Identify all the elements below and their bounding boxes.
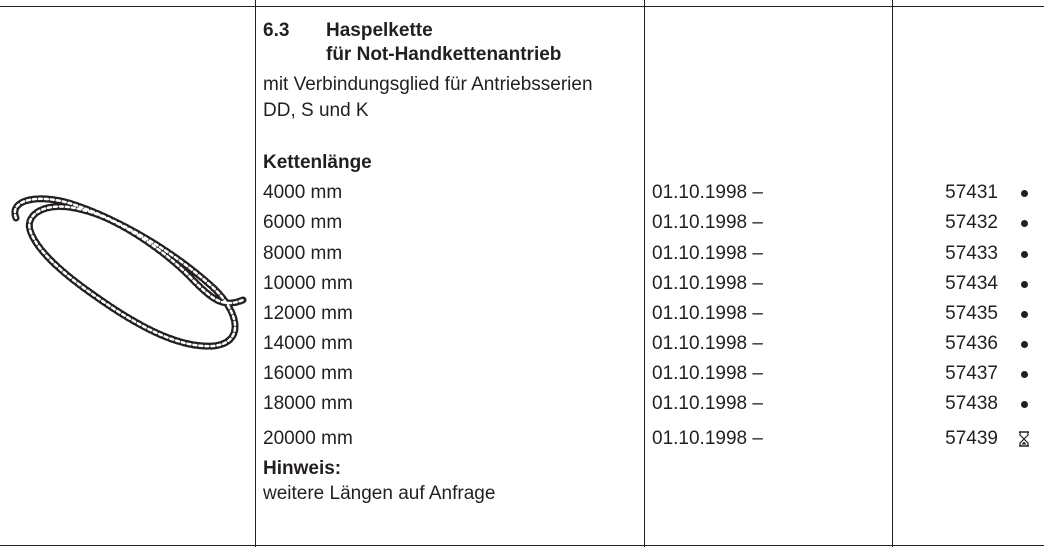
description-line-1: mit Verbindungsglied für Antriebsserien — [263, 74, 593, 95]
hint-title: Hinweis: — [263, 458, 342, 479]
chain-length: 8000 mm — [263, 243, 343, 264]
availability-dot-icon — [1013, 273, 1035, 293]
chain-length: 20000 mm — [263, 428, 353, 449]
table-row — [0, 333, 1044, 355]
chain-length: 14000 mm — [263, 333, 353, 354]
description-line-2: DD, S und K — [263, 100, 369, 121]
chain-length-heading: Kettenlänge — [263, 152, 372, 173]
section-subtitle: für Not-Handkettenantrieb — [326, 44, 562, 65]
availability-dot-icon — [1013, 393, 1035, 413]
valid-from-date: 01.10.1998 – — [652, 182, 763, 203]
chain-length: 6000 mm — [263, 212, 343, 233]
table-row — [0, 428, 1044, 450]
article-number: 57437 — [945, 363, 998, 384]
article-number: 57438 — [945, 393, 998, 414]
article-number: 57435 — [945, 303, 998, 324]
chain-length: 18000 mm — [263, 393, 353, 414]
chain-length: 12000 mm — [263, 303, 353, 324]
table-row — [0, 212, 1044, 234]
article-number: 57433 — [945, 243, 998, 264]
article-number: 57439 — [945, 428, 998, 449]
availability-dot-icon — [1013, 212, 1035, 232]
article-number: 57436 — [945, 333, 998, 354]
availability-dot-icon — [1013, 333, 1035, 353]
table-bottom-border — [0, 545, 1044, 546]
section-number: 6.3 — [263, 20, 290, 41]
table-row — [0, 243, 1044, 265]
hourglass-icon — [1018, 431, 1030, 447]
valid-from-date: 01.10.1998 – — [652, 428, 763, 449]
table-row — [0, 303, 1044, 325]
table-row — [0, 363, 1044, 385]
availability-dot-icon — [1013, 243, 1035, 263]
availability-dot-icon — [1013, 182, 1035, 202]
chain-length: 10000 mm — [263, 273, 353, 294]
valid-from-date: 01.10.1998 – — [652, 273, 763, 294]
table-row — [0, 182, 1044, 204]
valid-from-date: 01.10.1998 – — [652, 363, 763, 384]
article-number: 57431 — [945, 182, 998, 203]
table-top-border — [0, 6, 1044, 7]
table-row — [0, 393, 1044, 415]
article-number: 57432 — [945, 212, 998, 233]
valid-from-date: 01.10.1998 – — [652, 393, 763, 414]
table-row — [0, 273, 1044, 295]
article-number: 57434 — [945, 273, 998, 294]
section-title: Haspelkette — [326, 20, 433, 41]
valid-from-date: 01.10.1998 – — [652, 303, 763, 324]
availability-dot-icon — [1013, 363, 1035, 383]
chain-length: 4000 mm — [263, 182, 343, 203]
valid-from-date: 01.10.1998 – — [652, 243, 763, 264]
availability-dot-icon — [1013, 303, 1035, 323]
hint-text: weitere Längen auf Anfrage — [263, 483, 496, 504]
valid-from-date: 01.10.1998 – — [652, 212, 763, 233]
chain-length: 16000 mm — [263, 363, 353, 384]
valid-from-date: 01.10.1998 – — [652, 333, 763, 354]
